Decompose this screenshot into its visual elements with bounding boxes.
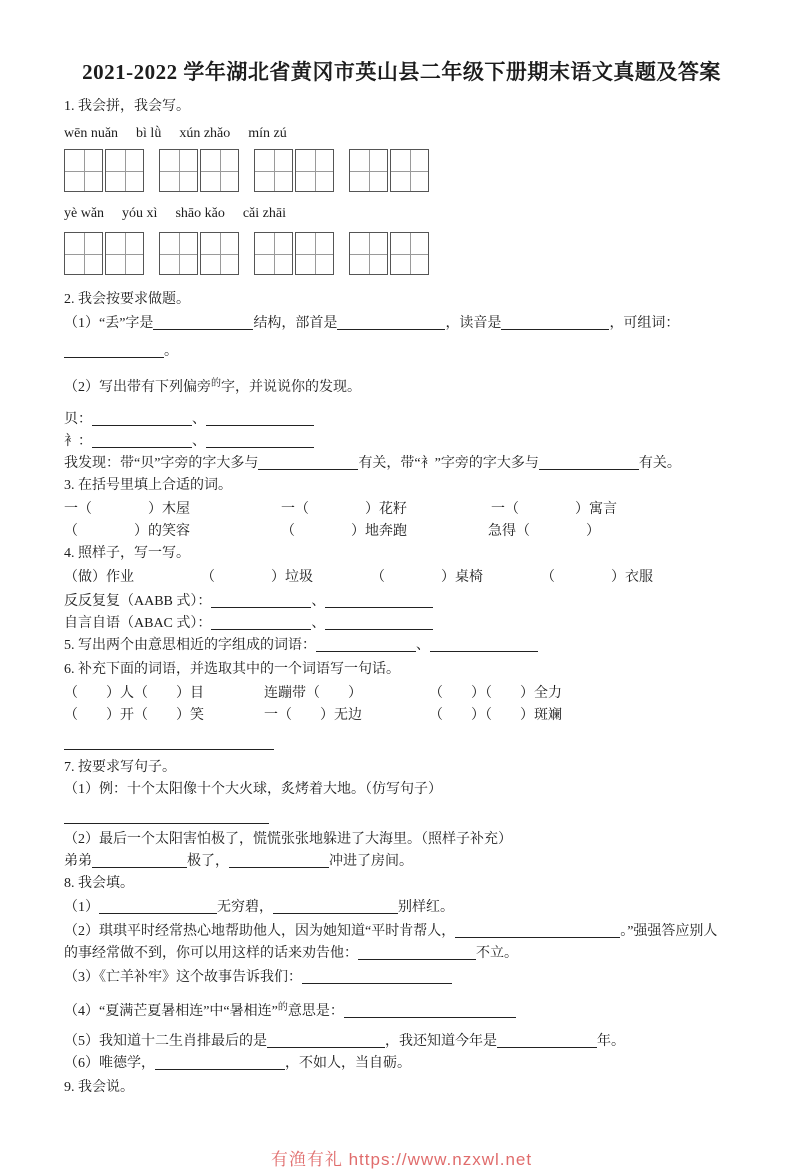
tianzige-cell [254, 149, 293, 192]
q4-item: （ ）桌椅 [371, 570, 483, 585]
q1-label: 1. 我会拼，我会写。 [64, 99, 190, 114]
q4-item: （ ）垃圾 [201, 570, 313, 585]
tianzige-cell [105, 232, 144, 275]
q7-label: 7. 按要求写句子。 [64, 760, 176, 775]
answer-blank [337, 315, 445, 330]
pinyin-word: shāo kǎo [175, 206, 225, 221]
q2-line-3: （2）写出带有下列偏旁$^的$字，并说说你的发现。 [64, 378, 361, 395]
answer-blank [211, 615, 311, 630]
q1-pinyin-row-1 [64, 124, 739, 144]
tianzige-group [349, 149, 429, 192]
answer-blank [501, 315, 609, 330]
tianzige-group [254, 232, 334, 275]
q4-line-2: 反反复复（AABB 式）： 、 [64, 591, 739, 613]
pinyin-word: bì lǜ [136, 126, 162, 141]
answer-blank [211, 593, 311, 608]
q7-line-3: 弟弟 极了， 冲进了房间。 [64, 854, 413, 869]
q8-line-3: 的事经常做不到，你可以用这样的话来劝告他： 不立。 [64, 946, 518, 961]
q1-writing-grid-row-2 [64, 232, 739, 275]
q6-label: 6. 补充下面的词语，并选取其中的一个词语写一句话。 [64, 662, 400, 677]
answer-blank [64, 343, 164, 358]
tianzige-group [64, 149, 144, 192]
pinyin-word: xún zhǎo [179, 126, 231, 141]
q4-item: （ ）衣服 [541, 570, 653, 585]
answer-blank [267, 1033, 385, 1048]
answer-blank [273, 899, 398, 914]
answer-blank [455, 923, 620, 938]
answer-blank [206, 433, 314, 448]
answer-blank [153, 315, 253, 330]
q3-item: 急得（ ） [488, 524, 600, 539]
answer-blank [325, 615, 433, 630]
q3-label: 3. 在括号里填上合适的词。 [64, 478, 232, 493]
answer-blank [497, 1033, 597, 1048]
q6-item: （ ）开（ ）笑 [64, 708, 204, 723]
tianzige-group [254, 149, 334, 192]
q4-label: 4. 照样子，写一写。 [64, 546, 190, 561]
pinyin-word: wēn nuǎn [64, 126, 119, 141]
q2-line-6: 我发现：带“贝”字旁的字大多与 有关，带“衤”字旁的字大多与 有关。 [64, 456, 681, 471]
superscript-text: 的 [277, 1002, 288, 1013]
q7-answer-line [64, 807, 739, 829]
q8-line-2: （2）琪琪平时经常热心地帮助他人，因为她知道“平时肯帮人， 。”强强答应别人 [64, 924, 718, 939]
q8-line-7: （6）唯德学， ，不如人，当自砺。 [64, 1056, 411, 1071]
q4-row [64, 567, 739, 589]
q7-line-2: （2）最后一个太阳害怕极了，慌慌张张地躲进了大海里。（照样子补充） [64, 832, 512, 847]
q7-line-1: （1）例：十个太阳像十个大火球，炙烤着大地。（仿写句子） [64, 782, 442, 797]
answer-blank [539, 455, 639, 470]
answer-blank [64, 809, 269, 824]
tianzige-cell [159, 149, 198, 192]
tianzige-cell [295, 149, 334, 192]
q3-item: 一（ ）木屋 [64, 502, 190, 517]
q3-item: （ ）的笑容 [64, 524, 190, 539]
tianzige-group [159, 149, 239, 192]
q3-item: 一（ ）花籽 [281, 502, 407, 517]
answer-blank [99, 899, 217, 914]
tianzige-cell [64, 232, 103, 275]
q1-pinyin-row-2 [64, 204, 739, 224]
q6-row-1 [64, 683, 739, 705]
tianzige-cell [349, 232, 388, 275]
q6-item: 一（ ）无边 [264, 708, 362, 723]
page-title: 2021-2022 学年湖北省黄冈市英山县二年级下册期末语文真题及答案 [82, 60, 721, 84]
q2-line-4: 贝： 、 [64, 409, 739, 431]
q3-item: 一（ ）寓言 [491, 502, 617, 517]
tianzige-group [159, 232, 239, 275]
q8-line-1: （1） 无穷碧， 别样红。 [64, 900, 454, 915]
q8-label: 8. 我会填。 [64, 876, 134, 891]
pinyin-word: mín zú [248, 126, 287, 141]
q6-item: （ ）（ ）斑斓 [429, 708, 562, 723]
tianzige-cell [390, 232, 429, 275]
answer-blank [92, 411, 192, 426]
tianzige-cell [105, 149, 144, 192]
q4-line-3: 自言自语（ABAC 式）： 、 [64, 613, 739, 635]
pinyin-word: yóu xì [122, 206, 158, 221]
q2-line-2: 。 [64, 341, 739, 363]
tianzige-cell [200, 232, 239, 275]
q6-item: （ ）人（ ）目 [64, 686, 204, 701]
q9-label: 9. 我会说。 [64, 1080, 134, 1095]
answer-blank [302, 969, 452, 984]
q5-line: 5. 写出两个由意思相近的字组成的词语： 、 [64, 635, 739, 657]
answer-blank [92, 853, 187, 868]
q2-line-1: （1）“丢”字是 结构，部首是 ，读音是 ，可组词： [64, 316, 680, 331]
q3-item: （ ）地奔跑 [281, 524, 407, 539]
tianzige-cell [254, 232, 293, 275]
q1-writing-grid-row-1 [64, 149, 739, 192]
answer-blank [344, 1003, 516, 1018]
q2-line-5: 衤： 、 [64, 431, 739, 453]
tianzige-group [349, 232, 429, 275]
answer-blank [358, 945, 476, 960]
q8-line-5: （4）“夏满芒夏暑相连”中“暑相连”$^的$意思是： [64, 997, 739, 1023]
watermark: 有渔有礼 https://www.nzxwl.net [270, 1150, 533, 1169]
q8-line-4: （3）《亡羊补牢》这个故事告诉我们： [64, 967, 739, 989]
answer-blank [229, 853, 329, 868]
answer-blank [206, 411, 314, 426]
tianzige-group [64, 232, 144, 275]
q3-row-2 [64, 521, 739, 543]
answer-blank [92, 433, 192, 448]
superscript-text: 的 [211, 378, 221, 389]
pinyin-word: cǎi zhāi [242, 206, 286, 221]
tianzige-cell [349, 149, 388, 192]
tianzige-cell [200, 149, 239, 192]
answer-blank [64, 735, 274, 750]
answer-blank [316, 637, 416, 652]
q2-label: 2. 我会按要求做题。 [64, 292, 190, 307]
tianzige-cell [295, 232, 334, 275]
pinyin-word: yè wǎn [64, 206, 105, 221]
q6-row-2 [64, 705, 739, 727]
q8-line-6: （5）我知道十二生肖排最后的是 ，我还知道今年是 年。 [64, 1034, 625, 1049]
q6-item: 连蹦带（ ） [264, 686, 362, 701]
answer-blank [258, 455, 358, 470]
q4-item: （做）作业 [64, 570, 134, 585]
answer-blank [430, 637, 538, 652]
q6-item: （ ）（ ）全力 [429, 686, 562, 701]
answer-blank [155, 1055, 285, 1070]
tianzige-cell [159, 232, 198, 275]
tianzige-cell [64, 149, 103, 192]
q3-row-1 [64, 499, 739, 521]
answer-blank [325, 593, 433, 608]
q6-answer-line [64, 733, 739, 755]
tianzige-cell [390, 149, 429, 192]
